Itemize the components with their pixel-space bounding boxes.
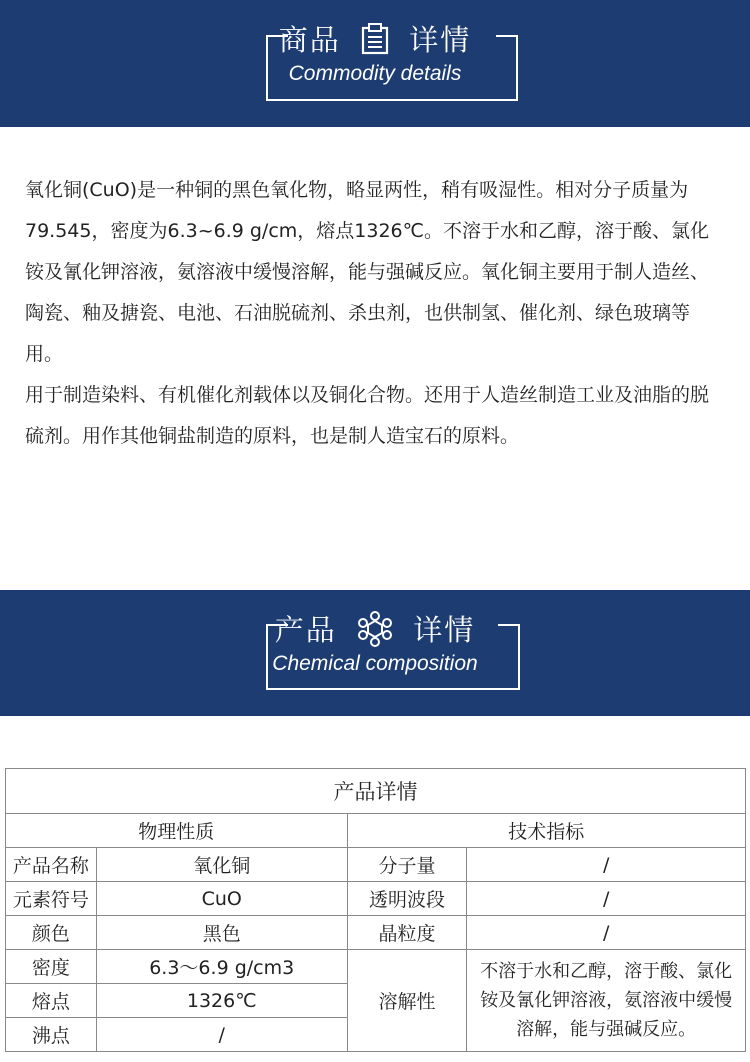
molecule-icon	[356, 611, 394, 654]
row-value: 1326℃	[96, 984, 347, 1018]
technical-specs-header: 技术指标	[347, 814, 745, 848]
physical-properties-header: 物理性质	[6, 814, 348, 848]
row-label: 沸点	[6, 1018, 97, 1052]
banner-subtitle: Chemical composition	[272, 652, 478, 675]
row-label: 颜色	[6, 916, 97, 950]
row-label: 元素符号	[6, 882, 97, 916]
row-value: 6.3～6.9 g/cm3	[96, 950, 347, 984]
description-paragraph: 氧化铜(CuO)是一种铜的黑色氧化物，略显两性，稍有吸湿性。相对分子质量为79.545，密度为6.3~6.9 g/cm，熔点1326℃。不溶于水和乙醇，溶于酸、氯化铵及氰化钾溶液，氨溶液中缓慢溶解，能与强碱反应。氧化铜主要用于制人造丝、陶瓷、釉及搪瓷、电池、石油脱硫剂、杀虫剂，也供制氢、催化剂、绿色玻璃等用。	[25, 179, 710, 365]
table-header-row	[6, 814, 746, 848]
banner-title-right: 详情	[413, 613, 476, 647]
row-value: /	[467, 916, 746, 950]
chemical-composition-banner	[0, 590, 750, 716]
banner-title-left: 产品	[274, 613, 337, 647]
row-label: 透明波段	[347, 882, 467, 916]
row-value: 黑色	[96, 916, 347, 950]
solubility-label: 溶解性	[347, 950, 467, 1052]
row-label: 晶粒度	[347, 916, 467, 950]
row-label: 分子量	[347, 848, 467, 882]
row-value: CuO	[96, 882, 347, 916]
description-paragraph: 用于制造染料、有机催化剂载体以及铜化合物。还用于人造丝制造工业及油脂的脱硫剂。用作其他铜盐制造的原料，也是制人造宝石的原料。	[25, 384, 710, 447]
row-value: /	[467, 848, 746, 882]
product-spec-table	[5, 768, 746, 1052]
table-title-row	[6, 769, 746, 814]
banner-title	[0, 608, 750, 654]
banner-title-left: 商品	[278, 23, 341, 57]
banner-subtitle: Commodity details	[288, 62, 462, 85]
banner-title	[0, 18, 750, 62]
table-title: 产品详情	[6, 769, 746, 814]
row-label: 熔点	[6, 984, 97, 1018]
commodity-details-banner	[0, 0, 750, 127]
row-value: 氧化铜	[96, 848, 347, 882]
banner-title-right: 详情	[409, 23, 472, 57]
table-row	[6, 950, 746, 984]
table-row	[6, 916, 746, 950]
table-row	[6, 848, 746, 882]
row-value: /	[96, 1018, 347, 1052]
row-label: 密度	[6, 950, 97, 984]
product-description	[25, 170, 725, 457]
clipboard-icon	[360, 23, 390, 62]
row-label: 产品名称	[6, 848, 97, 882]
table-row	[6, 882, 746, 916]
row-value: /	[467, 882, 746, 916]
solubility-value: 不溶于水和乙醇，溶于酸、氯化铵及氰化钾溶液，氨溶液中缓慢溶解，能与强碱反应。	[467, 950, 746, 1052]
